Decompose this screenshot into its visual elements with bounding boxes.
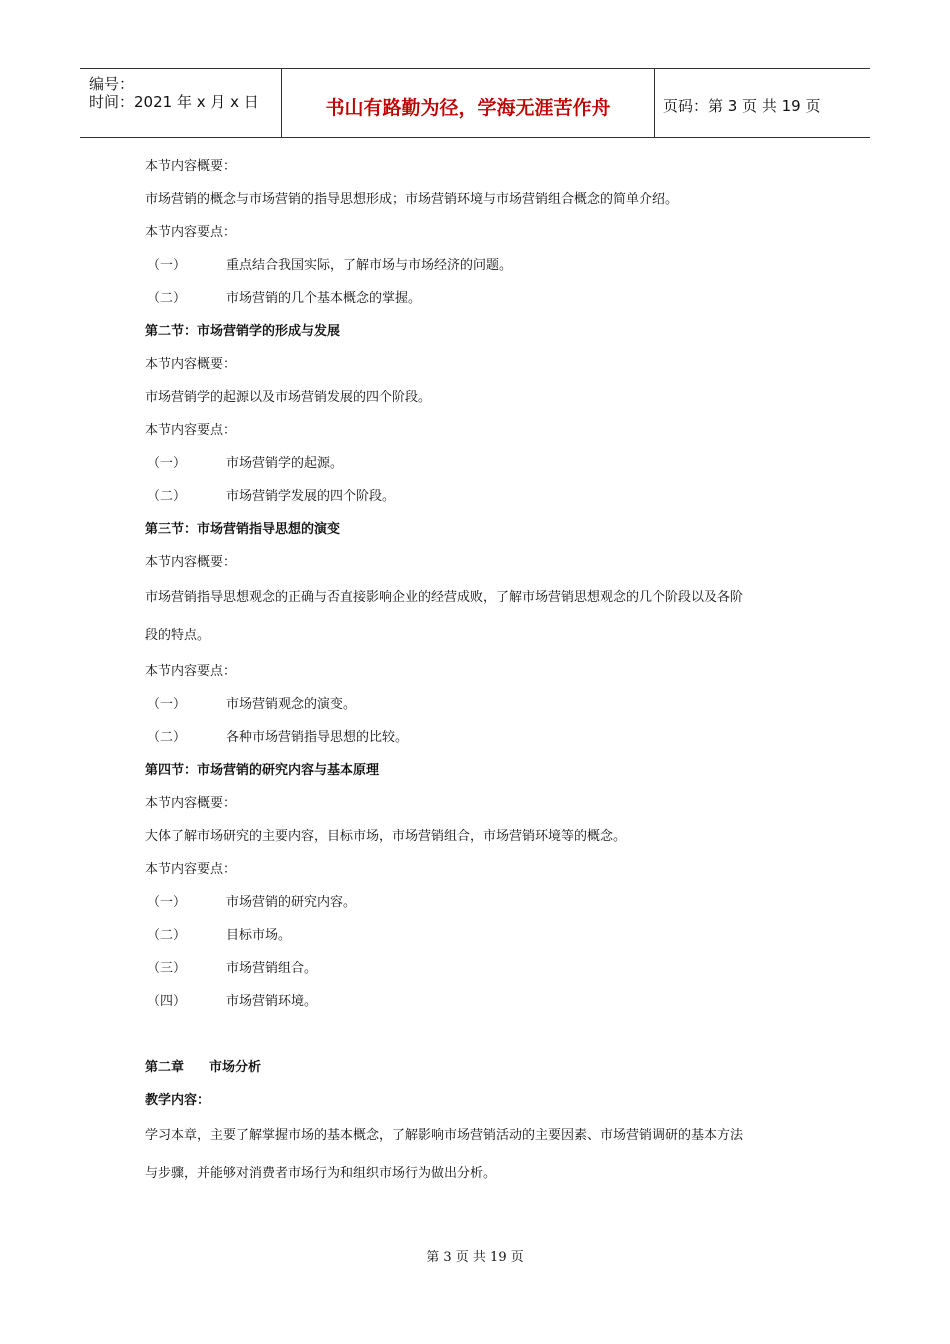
- point-number: （一）: [147, 697, 187, 712]
- point-item: [145, 447, 825, 480]
- header-motto: 书山有路勤为径，学海无涯苦作舟: [325, 96, 611, 119]
- point-item: [145, 886, 825, 919]
- point-number: （二）: [147, 291, 187, 306]
- point-item: [145, 985, 825, 1018]
- point-text: 重点结合我国实际，了解市场与市场经济的问题。: [226, 258, 513, 273]
- point-number: （一）: [147, 258, 187, 273]
- section-summary: 市场营销的概念与市场营销的指导思想形成；市场营销环境与市场营销组合概念的简单介绍。: [145, 192, 679, 207]
- point-item: [145, 480, 825, 513]
- point-text: 市场营销学发展的四个阶段。: [226, 489, 396, 504]
- section-summary: 市场营销学的起源以及市场营销发展的四个阶段。: [145, 390, 432, 405]
- teaching-content-continued: 与步骤，并能够对消费者市场行为和组织市场行为做出分析。: [145, 1166, 497, 1181]
- point-number: （三）: [147, 961, 187, 976]
- point-item: [145, 688, 825, 721]
- point-item: [145, 952, 825, 985]
- chapter-number: 第二章: [145, 1060, 185, 1075]
- header-motto-cell: [281, 69, 655, 137]
- point-text: 市场营销环境。: [226, 994, 318, 1009]
- section-points-label: 本节内容要点：: [145, 862, 237, 877]
- page-header: [80, 68, 870, 138]
- point-text: 目标市场。: [226, 928, 292, 943]
- point-number: （一）: [147, 456, 187, 471]
- point-text: 市场营销组合。: [226, 961, 318, 976]
- point-number: （二）: [147, 489, 187, 504]
- chapter-title: 市场分析: [209, 1060, 262, 1075]
- header-number-label: 编号：: [89, 75, 135, 93]
- header-page-label: 页码：第 3 页 共 19 页: [663, 96, 821, 115]
- point-text: 市场营销观念的演变。: [226, 697, 357, 712]
- footer-page-number: 第 3 页 共 19 页: [426, 1250, 524, 1265]
- point-number: （四）: [147, 994, 187, 1009]
- point-item: [145, 721, 825, 754]
- header-meta: [80, 69, 280, 137]
- teaching-content: 学习本章，主要了解掌握市场的基本概念，了解影响市场营销活动的主要因素、市场营销调研的基本方法: [145, 1128, 744, 1143]
- section-summary-continued: 段的特点。: [145, 628, 211, 643]
- point-text: 各种市场营销指导思想的比较。: [226, 730, 409, 745]
- document-body: [145, 150, 825, 1193]
- point-item: [145, 249, 825, 282]
- section-summary-label: 本节内容概要：: [145, 555, 237, 570]
- page-footer: [0, 1246, 950, 1265]
- chapter-heading: [145, 1051, 825, 1084]
- teaching-content-label: 教学内容：: [145, 1093, 211, 1108]
- point-text: 市场营销的几个基本概念的掌握。: [226, 291, 422, 306]
- section-title: 第二节：市场营销学的形成与发展: [145, 324, 341, 339]
- point-number: （二）: [147, 730, 187, 745]
- point-item: [145, 919, 825, 952]
- section-points-label: 本节内容要点：: [145, 664, 237, 679]
- header-time-label: 时间：2021 年 x 月 x 日: [89, 93, 259, 111]
- section-summary: 大体了解市场研究的主要内容，目标市场，市场营销组合，市场营销环境等的概念。: [145, 829, 627, 844]
- section-summary-label: 本节内容概要：: [145, 159, 237, 174]
- section-summary-label: 本节内容概要：: [145, 357, 237, 372]
- section-summary-label: 本节内容概要：: [145, 796, 237, 811]
- section-title: 第三节：市场营销指导思想的演变: [145, 522, 341, 537]
- point-text: 市场营销的研究内容。: [226, 895, 357, 910]
- section-points-label: 本节内容要点：: [145, 423, 237, 438]
- point-number: （二）: [147, 928, 187, 943]
- spacer: [145, 1018, 825, 1051]
- header-page-cell: [654, 69, 870, 137]
- point-text: 市场营销学的起源。: [226, 456, 344, 471]
- point-number: （一）: [147, 895, 187, 910]
- section-title: 第四节：市场营销的研究内容与基本原理: [145, 763, 380, 778]
- section-summary: 市场营销指导思想观念的正确与否直接影响企业的经营成败，了解市场营销思想观念的几个阶段以及各阶: [145, 590, 744, 605]
- section-points-label: 本节内容要点：: [145, 225, 237, 240]
- point-item: [145, 282, 825, 315]
